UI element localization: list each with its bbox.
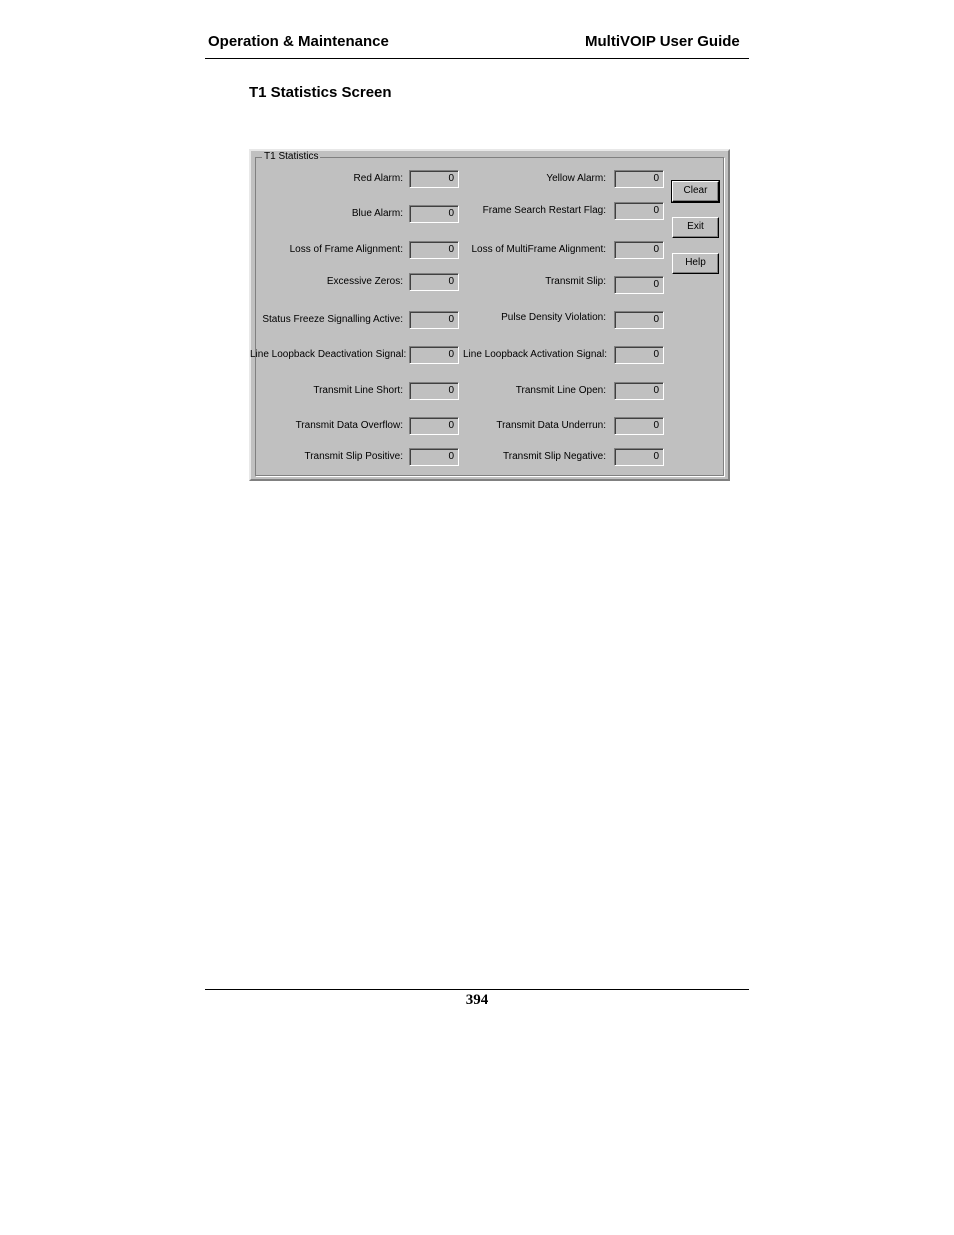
loss-of-multiframe-alignment-value: 0 <box>614 241 664 259</box>
header-rule <box>205 58 749 59</box>
blue-alarm-label: Blue Alarm: <box>351 208 403 219</box>
transmit-line-open-value: 0 <box>614 382 664 400</box>
transmit-data-overflow-value: 0 <box>409 417 459 435</box>
transmit-line-short-label: Transmit Line Short: <box>313 385 403 396</box>
transmit-line-open-label: Transmit Line Open: <box>515 385 606 396</box>
red-alarm-label: Red Alarm: <box>353 173 403 184</box>
excessive-zeros-value: 0 <box>409 273 459 291</box>
excessive-zeros-label: Excessive Zeros: <box>326 276 403 287</box>
section-title: T1 Statistics Screen <box>249 84 392 101</box>
line-loopback-activation-signal-label: Line Loopback Activation Signal: <box>463 349 607 360</box>
blue-alarm-value: 0 <box>409 205 459 223</box>
line-loopback-activation-signal-value: 0 <box>614 346 664 364</box>
transmit-data-underrun-value: 0 <box>614 417 664 435</box>
loss-of-frame-alignment-label: Loss of Frame Alignment: <box>289 244 403 255</box>
transmit-data-underrun-label: Transmit Data Underrun: <box>496 420 606 431</box>
transmit-slip-negative-value: 0 <box>614 448 664 466</box>
frame-search-restart-flag-label: Frame Search Restart Flag: <box>482 205 606 216</box>
pulse-density-violation-label: Pulse Density Violation: <box>501 312 606 323</box>
transmit-slip-negative-label: Transmit Slip Negative: <box>503 451 606 462</box>
group-title: T1 Statistics <box>264 151 319 162</box>
transmit-slip-positive-value: 0 <box>409 448 459 466</box>
transmit-slip-positive-label: Transmit Slip Positive: <box>304 451 403 462</box>
header-left-title: Operation & Maintenance <box>208 33 389 50</box>
line-loopback-deactivation-signal-label: Line Loopback Deactivation Signal: <box>250 349 407 360</box>
status-freeze-signalling-active-value: 0 <box>409 311 459 329</box>
red-alarm-value: 0 <box>409 170 459 188</box>
frame-search-restart-flag-value: 0 <box>614 202 664 220</box>
pulse-density-violation-value: 0 <box>614 311 664 329</box>
transmit-data-overflow-label: Transmit Data Overflow: <box>295 420 403 431</box>
yellow-alarm-label: Yellow Alarm: <box>546 173 606 184</box>
help-button[interactable]: Help <box>672 253 719 274</box>
exit-button[interactable]: Exit <box>672 217 719 238</box>
line-loopback-deactivation-signal-value: 0 <box>409 346 459 364</box>
loss-of-multiframe-alignment-label: Loss of MultiFrame Alignment: <box>471 244 606 255</box>
clear-button[interactable]: Clear <box>672 181 719 202</box>
transmit-slip-value: 0 <box>614 276 664 294</box>
yellow-alarm-value: 0 <box>614 170 664 188</box>
transmit-slip-label: Transmit Slip: <box>545 276 606 287</box>
status-freeze-signalling-active-label: Status Freeze Signalling Active: <box>262 314 403 325</box>
header-right-title: MultiVOIP User Guide <box>585 33 740 50</box>
transmit-line-short-value: 0 <box>409 382 459 400</box>
page-number: 394 <box>465 992 489 1008</box>
footer-rule <box>205 989 749 990</box>
loss-of-frame-alignment-value: 0 <box>409 241 459 259</box>
